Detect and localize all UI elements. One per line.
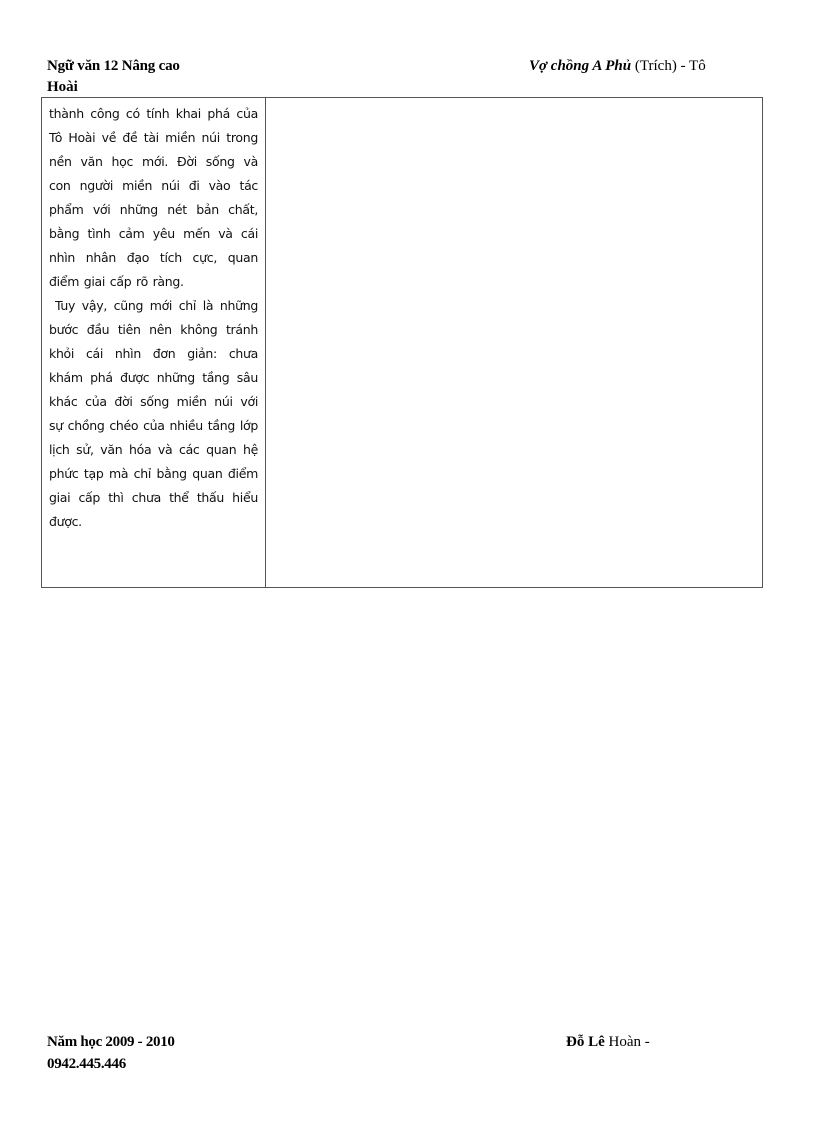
footer-phone: 0942.445.446 [47, 1056, 126, 1072]
header-title [529, 56, 706, 76]
work-title-author: (Trích) - Tô [631, 58, 706, 74]
author-name-rest: Hoàn - [604, 1034, 650, 1050]
header-subject: Ngữ văn 12 Nâng cao [47, 58, 180, 74]
header-author-continuation: Hoài [47, 79, 78, 95]
right-cell [266, 98, 763, 588]
paragraph-1: thành công có tính khai phá của Tô Hoài về đề tài miền núi trong nền văn học mới. Đời sống và con người miền núi đi vào tác phẩm với những nét bản chất, bằng tình cảm yêu mến và cái nhìn nhân đạo tích cực, quan điểm giai cấp rõ ràng. [49, 106, 258, 289]
work-title: Vợ chồng A Phủ [529, 58, 632, 74]
left-cell-text [42, 98, 265, 534]
footer-school-year: Năm học 2009 - 2010 [47, 1034, 175, 1050]
paragraph-2: Tuy vậy, cũng mới chỉ là những bước đầu tiên nên không tránh khỏi cái nhìn đơn giản: chưa khám phá được những tầng sâu khác của đời sống miền núi với sự chồng chéo của nhiều tầng lớp lịch sử, văn hóa và các quan hệ phức tạp mà chỉ bằng quan điểm giai cấp thì chưa thể thấu hiểu được. [49, 298, 258, 529]
table-row [42, 98, 763, 588]
author-name: Đỗ Lê [566, 1034, 605, 1050]
left-cell [42, 98, 266, 588]
content-table [41, 97, 763, 588]
footer-author [566, 1031, 650, 1053]
